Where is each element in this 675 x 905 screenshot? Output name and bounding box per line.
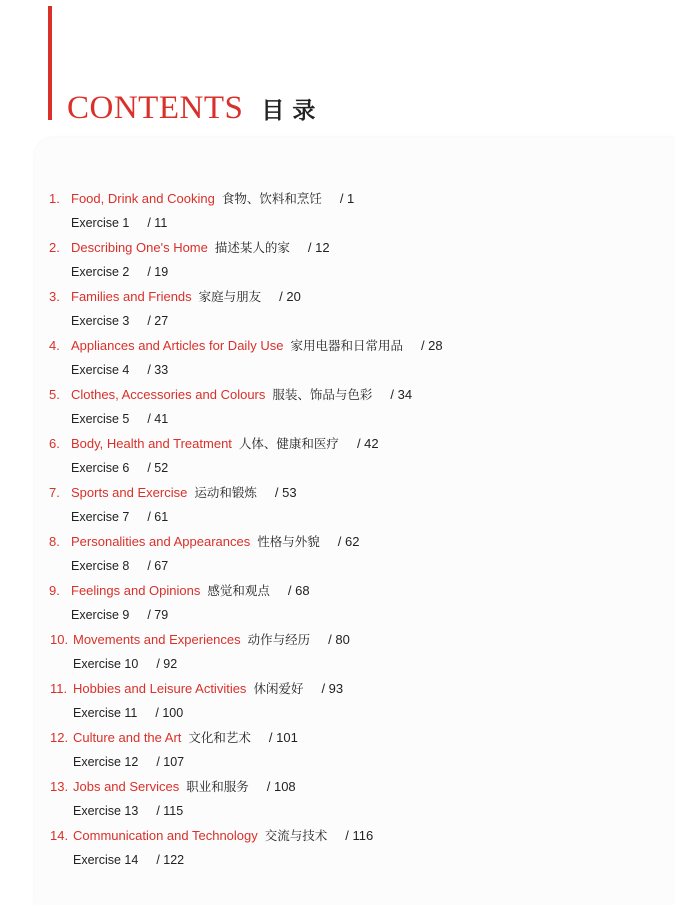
toc-entry-13 (0, 775, 675, 824)
chapter-page: / 93 (321, 681, 344, 696)
exercise-page: / 100 (155, 706, 184, 720)
table-of-contents (0, 187, 675, 873)
chapter-number: 9. (49, 583, 60, 598)
chapter-page: / 42 (356, 436, 379, 451)
chapter-number: 13. (50, 779, 69, 794)
chapter-page: / 101 (268, 730, 298, 745)
toc-entry-8 (0, 530, 675, 579)
exercise-page: / 33 (147, 363, 169, 377)
toc-entry-14 (0, 824, 675, 873)
chapter-page: / 28 (420, 338, 443, 353)
chapter-title-en: Food, Drink and Cooking (71, 191, 215, 206)
chapter-title-en: Describing One's Home (71, 240, 208, 255)
exercise-label: Exercise 2 (71, 265, 130, 279)
chapter-title-zh: 食物、饮料和烹饪 (221, 191, 322, 206)
chapter-link-6[interactable] (49, 432, 379, 456)
exercise-page: / 107 (156, 755, 185, 769)
toc-entry-10 (0, 628, 675, 677)
chapter-number: 7. (49, 485, 60, 500)
title-english: CONTENTS (67, 90, 244, 126)
chapter-number: 8. (49, 534, 60, 549)
exercise-link-13[interactable] (73, 799, 183, 823)
exercise-page: / 11 (147, 216, 168, 230)
chapter-title-en: Body, Health and Treatment (71, 436, 232, 451)
toc-entry-12 (0, 726, 675, 775)
chapter-number: 10. (50, 632, 69, 647)
chapter-page: / 12 (307, 240, 330, 255)
exercise-link-12[interactable] (73, 750, 184, 774)
exercise-label: Exercise 8 (71, 559, 130, 573)
chapter-number: 5. (49, 387, 60, 402)
exercise-link-9[interactable] (71, 603, 168, 627)
chapter-title-zh: 性格与外貌 (257, 534, 320, 549)
chapter-link-1[interactable] (49, 187, 354, 211)
exercise-page: / 27 (147, 314, 169, 328)
exercise-link-2[interactable] (71, 260, 168, 284)
chapter-title-en: Hobbies and Leisure Activities (73, 681, 247, 696)
exercise-link-6[interactable] (71, 456, 168, 480)
chapter-number: 4. (49, 338, 60, 353)
exercise-page: / 115 (156, 804, 184, 818)
chapter-link-2[interactable] (49, 236, 330, 260)
chapter-title-en: Personalities and Appearances (71, 534, 251, 549)
chapter-link-9[interactable] (49, 579, 310, 603)
exercise-link-7[interactable] (71, 505, 168, 529)
chapter-page: / 62 (337, 534, 360, 549)
chapter-title-en: Feelings and Opinions (71, 583, 201, 598)
chapter-title-en: Families and Friends (71, 289, 192, 304)
chapter-page: / 116 (345, 828, 374, 843)
chapter-number: 2. (49, 240, 60, 255)
chapter-link-4[interactable] (49, 334, 443, 358)
title-chinese: 目录 (261, 98, 324, 124)
accent-bar (48, 6, 52, 120)
chapter-title-zh: 感觉和观点 (207, 583, 270, 598)
exercise-label: Exercise 9 (71, 608, 130, 622)
exercise-link-5[interactable] (71, 407, 168, 431)
chapter-link-3[interactable] (49, 285, 301, 309)
chapter-page: / 53 (274, 485, 297, 500)
toc-entry-4 (0, 334, 675, 383)
exercise-label: Exercise 7 (71, 510, 130, 524)
exercise-label: Exercise 13 (73, 804, 139, 818)
chapter-title-zh: 描述某人的家 (214, 240, 290, 255)
chapter-link-7[interactable] (49, 481, 297, 505)
exercise-link-1[interactable] (71, 211, 167, 235)
chapter-title-zh: 休闲爱好 (253, 681, 304, 696)
chapter-title-zh: 服装、饰品与色彩 (272, 387, 373, 402)
exercise-label: Exercise 14 (73, 853, 139, 867)
chapter-link-11[interactable] (50, 677, 343, 701)
exercise-page: / 67 (147, 559, 169, 573)
toc-entry-9 (0, 579, 675, 628)
chapter-title-zh: 家庭与朋友 (198, 289, 262, 304)
chapter-page: / 68 (287, 583, 310, 598)
chapter-link-8[interactable] (49, 530, 359, 554)
chapter-title-zh: 动作与经历 (247, 632, 311, 647)
chapter-number: 11. (50, 681, 68, 696)
exercise-label: Exercise 6 (71, 461, 130, 475)
exercise-page: / 61 (147, 510, 169, 524)
chapter-title-en: Appliances and Articles for Daily Use (71, 338, 284, 353)
chapter-page: / 20 (279, 289, 301, 304)
exercise-page: / 92 (156, 657, 178, 671)
chapter-title-en: Jobs and Services (73, 779, 180, 794)
exercise-label: Exercise 1 (71, 216, 130, 230)
chapter-title-en: Movements and Experiences (73, 632, 241, 647)
chapter-title-en: Communication and Technology (73, 828, 258, 843)
chapter-page: / 34 (390, 387, 413, 402)
chapter-number: 14. (50, 828, 69, 843)
exercise-label: Exercise 11 (73, 706, 138, 720)
exercise-label: Exercise 10 (73, 657, 139, 671)
toc-entry-1 (0, 187, 675, 236)
chapter-number: 1. (49, 191, 60, 206)
exercise-link-14[interactable] (73, 848, 184, 872)
chapter-title-zh: 运动和锻炼 (194, 485, 257, 500)
chapter-number: 12. (50, 730, 69, 745)
exercise-page: / 41 (147, 412, 169, 426)
chapter-link-12[interactable] (50, 726, 298, 750)
exercise-label: Exercise 5 (71, 412, 130, 426)
toc-entry-11 (0, 677, 675, 726)
chapter-page: / 1 (339, 191, 355, 206)
exercise-page: / 122 (156, 853, 185, 867)
exercise-link-11[interactable] (73, 701, 183, 725)
exercise-link-4[interactable] (71, 358, 168, 382)
chapter-title-zh: 人体、健康和医疗 (238, 436, 339, 451)
chapter-number: 3. (49, 289, 60, 304)
page-header (67, 88, 323, 128)
exercise-label: Exercise 12 (73, 755, 139, 769)
exercise-label: Exercise 4 (71, 363, 130, 377)
toc-entry-7 (0, 481, 675, 530)
chapter-link-10[interactable] (50, 628, 350, 652)
exercise-page: / 79 (147, 608, 169, 622)
exercise-link-3[interactable] (71, 309, 168, 333)
chapter-title-zh: 家用电器和日常用品 (290, 338, 403, 353)
chapter-title-zh: 文化和艺术 (188, 730, 251, 745)
chapter-page: / 80 (328, 632, 350, 647)
chapter-page: / 108 (266, 779, 296, 794)
toc-entry-6 (0, 432, 675, 481)
chapter-link-5[interactable] (49, 383, 412, 407)
chapter-link-14[interactable] (50, 824, 373, 848)
toc-entry-5 (0, 383, 675, 432)
toc-entry-3 (0, 285, 675, 334)
exercise-link-10[interactable] (73, 652, 177, 676)
chapter-link-13[interactable] (50, 775, 296, 799)
chapter-title-zh: 交流与技术 (264, 828, 328, 843)
chapter-title-en: Sports and Exercise (71, 485, 188, 500)
chapter-title-en: Culture and the Art (73, 730, 182, 745)
exercise-page: / 19 (147, 265, 169, 279)
exercise-label: Exercise 3 (71, 314, 130, 328)
toc-entry-2 (0, 236, 675, 285)
exercise-link-8[interactable] (71, 554, 168, 578)
chapter-title-zh: 职业和服务 (186, 779, 249, 794)
chapter-number: 6. (49, 436, 60, 451)
exercise-page: / 52 (147, 461, 169, 475)
chapter-title-en: Clothes, Accessories and Colours (71, 387, 266, 402)
